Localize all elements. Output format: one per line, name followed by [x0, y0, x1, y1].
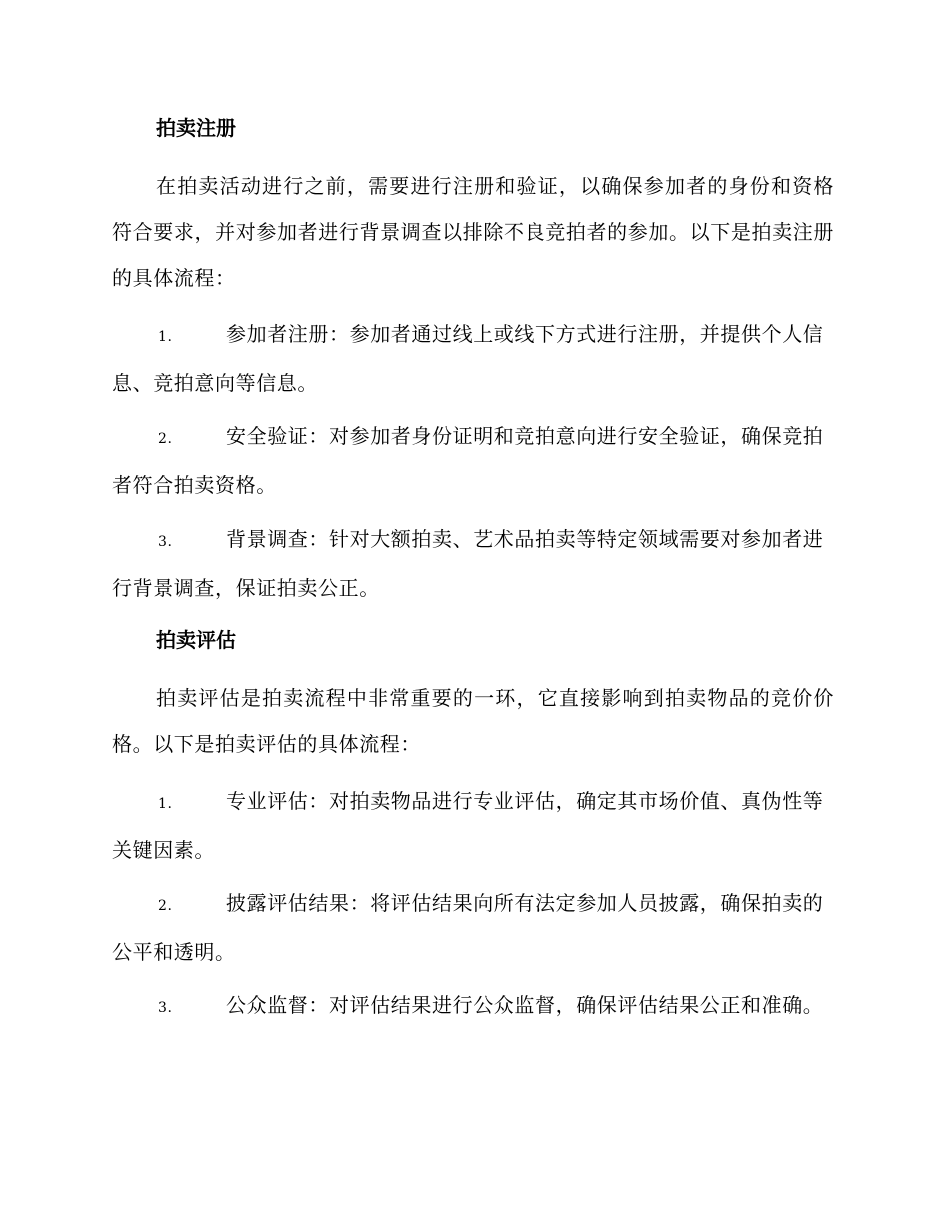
section-heading-registration: 拍卖注册 [156, 116, 236, 140]
list-item-number: 3. [158, 1000, 173, 1016]
list-item-number: 1. [158, 796, 173, 812]
list-item-text: 参加者注册：参加者通过线上或线下方式进行注册，并提供个人信息、竞拍意向等信息。 [112, 322, 824, 395]
list-item-text: 公众监督：对评估结果进行公众监督，确保评估结果公正和准确。 [226, 993, 824, 1017]
section-heading-evaluation: 拍卖评估 [156, 628, 236, 652]
list-item-text: 背景调查：针对大额拍卖、艺术品拍卖等特定领域需要对参加者进行背景调查，保证拍卖公正。 [112, 527, 824, 600]
list-item [112, 880, 834, 975]
list-item [112, 982, 834, 1031]
list-item-text: 专业评估：对拍卖物品进行专业评估，确定其市场价值、真伪性等关键因素。 [112, 789, 824, 862]
list-item-number: 2. [158, 431, 173, 447]
list-item [112, 778, 834, 873]
list-item-number: 2. [158, 898, 173, 914]
list-item-number: 3. [158, 534, 173, 550]
list-item [112, 516, 834, 611]
list-item-text: 披露评估结果：将评估结果向所有法定参加人员披露，确保拍卖的公平和透明。 [112, 891, 824, 964]
list-item-number: 1. [158, 329, 173, 345]
section-intro-registration: 在拍卖活动进行之前，需要进行注册和验证，以确保参加者的身份和资格符合要求，并对参加者进行背景调查以排除不良竞拍者的参加。以下是拍卖注册的具体流程： [112, 174, 834, 290]
list-item-text: 安全验证：对参加者身份证明和竞拍意向进行安全验证，确保竞拍者符合拍卖资格。 [112, 424, 824, 497]
list-item [112, 311, 834, 406]
list-item [112, 413, 834, 508]
section-intro-evaluation: 拍卖评估是拍卖流程中非常重要的一环，它直接影响到拍卖物品的竞价价格。以下是拍卖评估的具体流程： [112, 686, 834, 756]
